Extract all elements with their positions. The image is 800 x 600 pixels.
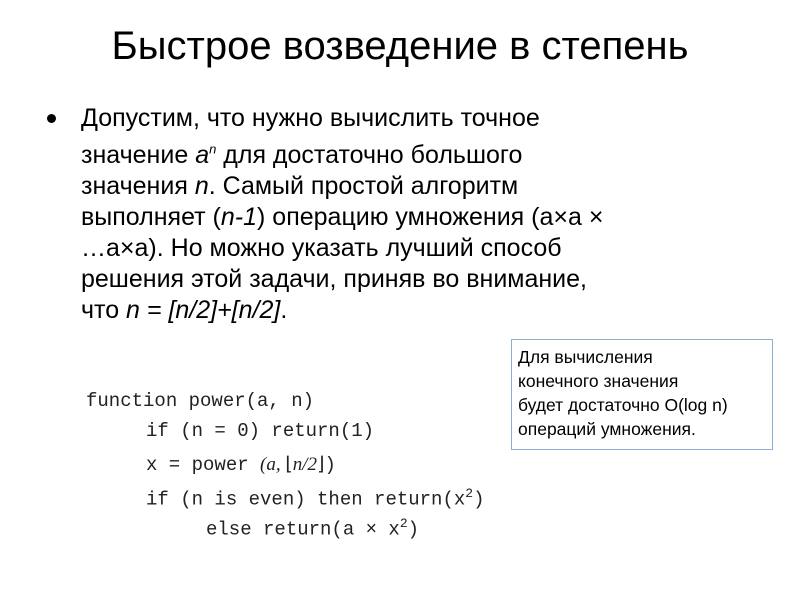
bullet-line-7 (81, 296, 287, 324)
bullet-line-6: решения этой задачи, приняв во внимание, (81, 265, 587, 294)
bullet-paragraph (47, 103, 747, 326)
code-line-2: if (n = 0) return(1) (146, 420, 375, 442)
slide-title: Быстрое возведение в степень (111, 24, 689, 68)
code-exponent: 2 (465, 486, 474, 501)
exponent-n: n (209, 142, 217, 157)
bullet-line-1: Допустим, что нужно вычислить точное (81, 104, 540, 132)
bullet-line-2 (81, 141, 522, 169)
text-fragment: будет достаточно (518, 395, 665, 415)
variable-n: n (194, 172, 209, 201)
floor-left-bracket: ⌊ (285, 453, 293, 475)
bullet-dot-icon (47, 114, 56, 123)
complexity-expression: O(log n) (664, 395, 728, 415)
note-line-1: Для вычисления (518, 347, 653, 367)
note-box (511, 339, 773, 450)
bullet-line-4 (81, 203, 603, 231)
text-fragment: ). Но можно указать лучший способ (148, 234, 562, 263)
code-line-1: function power(a, n) (86, 390, 315, 412)
code-fragment: x = power (146, 454, 261, 476)
code-line-3 (146, 453, 336, 476)
expression-product: a×a × (539, 203, 604, 232)
bullet-line-3 (81, 172, 518, 200)
floor-expression: n/2 (292, 454, 318, 475)
bullet-text (81, 103, 747, 326)
code-line-5 (206, 516, 419, 540)
code-exponent: 2 (399, 516, 408, 531)
text-fragment: значения (81, 172, 195, 201)
text-fragment: что (81, 296, 127, 325)
expression-product-tail: …a×a (81, 234, 149, 263)
code-fragment: ) (473, 488, 485, 511)
text-fragment: . (280, 296, 288, 325)
text-fragment: ) операцию умножения ( (257, 203, 540, 232)
code-args: (a, (260, 454, 286, 475)
note-line-2: конечного значения (518, 371, 679, 391)
code-line-4 (146, 486, 484, 510)
code-fragment: ) (407, 518, 420, 541)
expression-n-minus-1: n-1 (220, 203, 258, 232)
code-close-paren: ) (324, 454, 336, 476)
text-fragment: . Самый простой алгоритм (208, 172, 519, 201)
note-line-4: операций умножения. (518, 419, 696, 439)
text-fragment: выполняет ( (81, 203, 221, 232)
text-fragment: для достаточно большого (216, 141, 523, 170)
text-fragment: значение (81, 141, 196, 170)
bullet-line-5 (81, 234, 562, 262)
variable-a: a (195, 141, 210, 170)
expression-n-split: n = [n/2]+[n/2] (126, 296, 281, 325)
note-line-3 (518, 393, 766, 417)
code-fragment: if (n is even) then return(x (146, 488, 466, 511)
code-fragment: else return(a × x (206, 518, 400, 541)
floor-right-bracket: ⌋ (317, 453, 325, 475)
